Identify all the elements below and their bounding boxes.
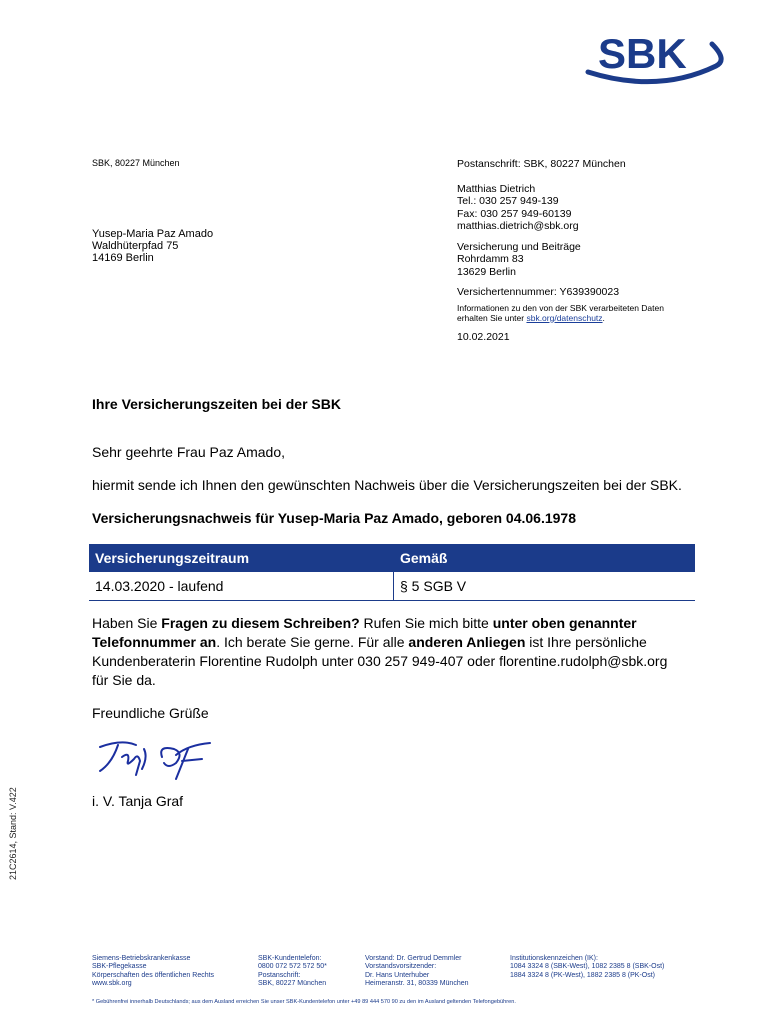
header-period: Versicherungszeitraum	[89, 544, 394, 572]
footer-text: 1884 3324 8 (PK-West), 1882 2385 8 (PK-Ost)	[510, 971, 656, 979]
para-bold-2: unter oben genannter Telefonnummer an	[92, 615, 637, 650]
contact-tel: Tel.: 030 257 949-139	[457, 195, 559, 207]
signatory: i. V. Tanja Graf	[92, 793, 184, 809]
footer-col-1	[92, 955, 214, 988]
recipient-city: 14169 Berlin	[92, 252, 154, 264]
header-basis: Gemäß	[394, 544, 696, 572]
info-block	[457, 158, 664, 343]
footer-text: SBK-Kundentelefon:	[258, 955, 322, 962]
department: Versicherung und Beiträge	[457, 240, 581, 253]
department-city: 13629 Berlin	[457, 265, 516, 278]
footer-link[interactable]: www.sbk.org	[92, 979, 132, 987]
contact-fax: Fax: 030 257 949-60139	[457, 207, 572, 220]
footer-text: Dr. Hans Unterhuber	[365, 971, 430, 979]
para-text-3: . Ich berate Sie gerne. Für alle	[216, 634, 409, 650]
para-text-4: ist Ihre persönliche Kundenberaterin Florentine Rudolph unter 030 257 949-407 oder florentine.rudolph@sbk.org für Sie da.	[92, 634, 668, 688]
footer-text: 1084 3324 8 (SBK-West), 1082 2385 8 (SBK-Ost)	[510, 963, 665, 971]
footer-col-4	[510, 955, 664, 980]
sender-line: SBK, 80227 München	[92, 158, 180, 168]
recipient-street: Waldhüterpfad 75	[92, 240, 179, 252]
cell-basis: § 5 SGB V	[394, 572, 696, 601]
sbk-logo	[578, 22, 728, 88]
para-text-1: Haben Sie	[92, 615, 162, 631]
postal-address: Postanschrift: SBK, 80227 München	[457, 158, 626, 170]
privacy-suffix: .	[602, 312, 605, 323]
contact-name: Matthias Dietrich	[457, 182, 536, 195]
proof-title: Versicherungsnachweis für Yusep-Maria Paz Amado, geboren 04.06.1978	[92, 510, 576, 526]
footnote: * Gebührenfrei innerhalb Deutschlands; aus dem Ausland erreichen Sie unser SBK-Kundentelefon unter +49 89 444 570 90 zu den im Ausland geltenden Telefongebühren.	[92, 999, 516, 1005]
table-header-row	[89, 544, 695, 572]
privacy-link[interactable]: sbk.org/datenschutz	[526, 312, 603, 323]
para-bold-1: Fragen zu diesem Schreiben?	[161, 615, 360, 631]
footer-col-2	[258, 955, 327, 988]
table-row	[89, 572, 695, 601]
cell-period: 14.03.2020 - laufend	[89, 572, 394, 601]
footer-text: Postanschrift:	[258, 971, 301, 979]
footer-text: Siemens-Betriebskrankenkasse	[92, 955, 191, 962]
intro-text: hiermit sende ich Ihnen den gewünschten Nachweis über die Versicherungszeiten bei der SBK.	[92, 477, 682, 493]
contact-email: matthias.dietrich@sbk.org	[457, 220, 579, 232]
department-street: Rohrdamm 83	[457, 253, 524, 265]
para-text-2: Rufen Sie mich bitte	[359, 615, 493, 631]
footer-text: 0800 072 572 572 50*	[258, 963, 327, 971]
para-bold-3: anderen Anliegen	[408, 634, 526, 650]
privacy-note	[457, 303, 664, 323]
insurance-table	[89, 544, 695, 601]
footer-text: SBK-Pflegekasse	[92, 963, 147, 971]
footer-text: Vorstand: Dr. Gertrud Demmler	[365, 955, 462, 962]
letter-subject: Ihre Versicherungszeiten bei der SBK	[92, 396, 341, 412]
logo-text: SBK	[598, 30, 687, 77]
salutation: Sehr geehrte Frau Paz Amado,	[92, 444, 285, 460]
footer-text: Körperschaften des öffentlichen Rechts	[92, 971, 215, 979]
privacy-line-1: Informationen zu den von der SBK verarbeiteten Daten	[457, 302, 664, 313]
letter-date: 10.02.2021	[457, 330, 510, 343]
recipient-address	[92, 228, 213, 264]
signature-image	[92, 735, 222, 783]
document-code: 21C2614, Stand: V.422	[8, 787, 18, 880]
footer-col-3	[365, 955, 469, 988]
footer-text: SBK, 80227 München	[258, 979, 327, 987]
footer-text: Institutionskennzeichen (IK):	[510, 955, 598, 962]
insurance-number: Versichertennummer: Y639390023	[457, 286, 620, 298]
contact-paragraph	[92, 614, 682, 690]
recipient-name: Yusep-Maria Paz Amado	[92, 228, 214, 240]
privacy-line-2: erhalten Sie unter	[457, 312, 527, 323]
closing: Freundliche Grüße	[92, 705, 209, 721]
footer-text: Heimeranstr. 31, 80339 München	[365, 979, 469, 987]
footer-text: Vorstandsvorsitzender:	[365, 963, 437, 971]
